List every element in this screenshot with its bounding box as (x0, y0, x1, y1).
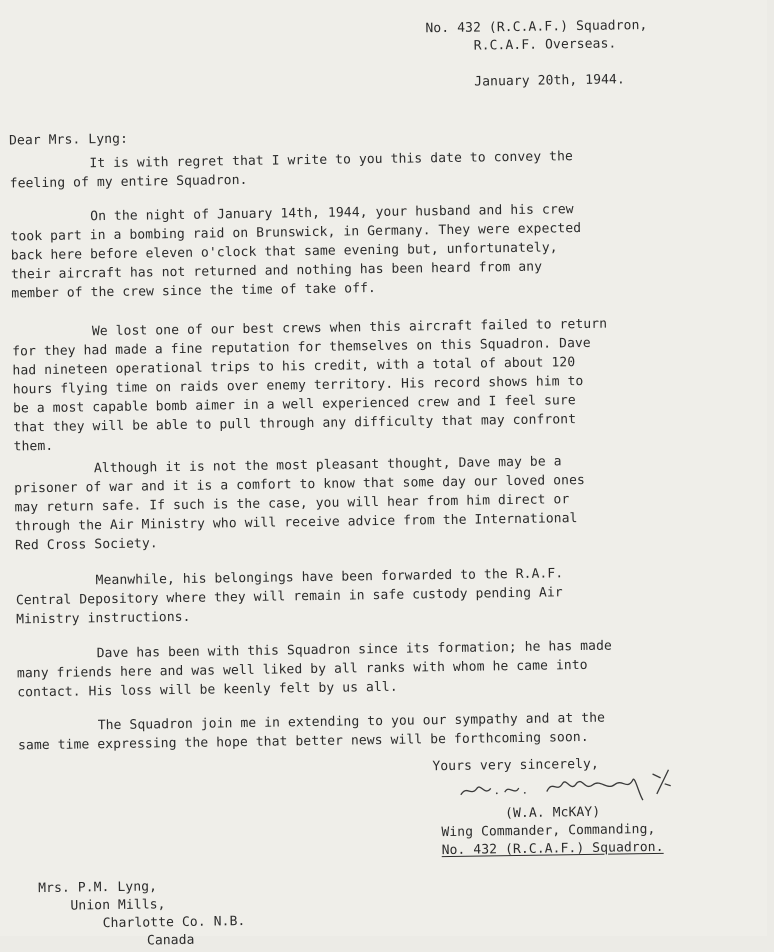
paragraph-line: them. (13, 438, 54, 455)
paragraph-line: took part in a bombing raid on Brunswick, in Germany. They were expected (10, 220, 582, 245)
paragraph-line: had nineteen operational trips to his credit, with a total of about 120 (12, 355, 576, 379)
paragraph-line: Meanwhile, his belongings have been forwarded to the R.A.F. (95, 566, 564, 589)
paragraph-line: their aircraft has not returned and nothing has been heard from any (10, 259, 543, 283)
paragraph-line: back here before eleven o'clock that same evening but, unfortunately, (10, 240, 558, 264)
paragraph-line: for they had made a fine reputation for themselves on this Squadron. Dave (12, 335, 591, 360)
paragraph-line: through the Air Ministry who will receive advice from the International (14, 511, 578, 535)
paragraph-line: Red Cross Society. (14, 536, 158, 554)
paragraph-line: same time expressing the hope that better news will be forthcoming soon. (17, 729, 589, 754)
paragraph-6 (17, 637, 613, 703)
address-line-3: Charlotte Co. N.B. (102, 914, 246, 932)
paragraph-line: Dave has been with this Squadron since its formation; he has made (96, 638, 612, 662)
paragraph-line: Ministry instructions. (16, 609, 191, 628)
paragraph-line: On the night of January 14th, 1944, your husband and his crew (90, 202, 574, 225)
paragraph-3 (12, 315, 609, 457)
handwritten-signature (456, 763, 717, 807)
address-line-2: Union Mills, (70, 897, 166, 914)
address-line-4: Canada (146, 932, 195, 949)
paragraph-line: Central Depository where they will remain in safe custody pending Air (15, 585, 563, 609)
paragraph-line: prisoner of war and it is a comfort to know that some day our loved ones (14, 472, 586, 497)
paragraph-1 (9, 147, 573, 193)
closing: Yours very sincerely, (432, 756, 599, 775)
paragraph-line: many friends here and was well liked by all ranks with whom he came into (16, 657, 588, 682)
paragraph-line: contact. His loss will be keenly felt by us all. (17, 679, 398, 701)
signatory-title: Wing Commander, Commanding, (441, 821, 656, 841)
paragraph-line: that they will be able to pull through any difficulty that may confront (13, 412, 577, 436)
paragraph-line: may return safe. If such is the case, you will hear from him direct or (14, 492, 570, 516)
paragraph-line: Although it is not the most pleasant thought, Dave may be a (93, 454, 562, 477)
paragraph-line: feeling of my entire Squadron. (9, 172, 248, 192)
paragraph-7 (18, 709, 606, 756)
signatory-unit: No. 432 (R.C.A.F.) Squadron. (441, 839, 664, 859)
paragraph-line: hours flying time on raids over enemy territory. His record shows him to (12, 373, 584, 398)
paragraph-line: The Squadron join me in extending to you our sympathy and at the (97, 710, 606, 734)
header-overseas: R.C.A.F. Overseas. (473, 36, 617, 54)
paragraph-5 (15, 564, 563, 629)
paragraph-4 (14, 452, 586, 555)
paragraph-line: member of the crew since the time of take off. (11, 281, 377, 302)
salutation: Dear Mrs. Lyng: (8, 131, 129, 149)
letter-date: January 20th, 1944. (474, 72, 625, 90)
address-line-1: Mrs. P.M. Lyng, (38, 879, 158, 897)
header-squadron: No. 432 (R.C.A.F.) Squadron, (425, 17, 648, 37)
paragraph-line: It is with regret that I write to you this date to convey the (89, 149, 574, 172)
paragraph-line: We lost one of our best crews when this aircraft failed to return (91, 316, 608, 340)
signatory-name: (W.A. McKAY) (505, 804, 601, 822)
paragraph-2 (10, 200, 582, 303)
paragraph-line: be a most capable bomb aimer in a well experienced crew and I feel sure (12, 393, 576, 417)
